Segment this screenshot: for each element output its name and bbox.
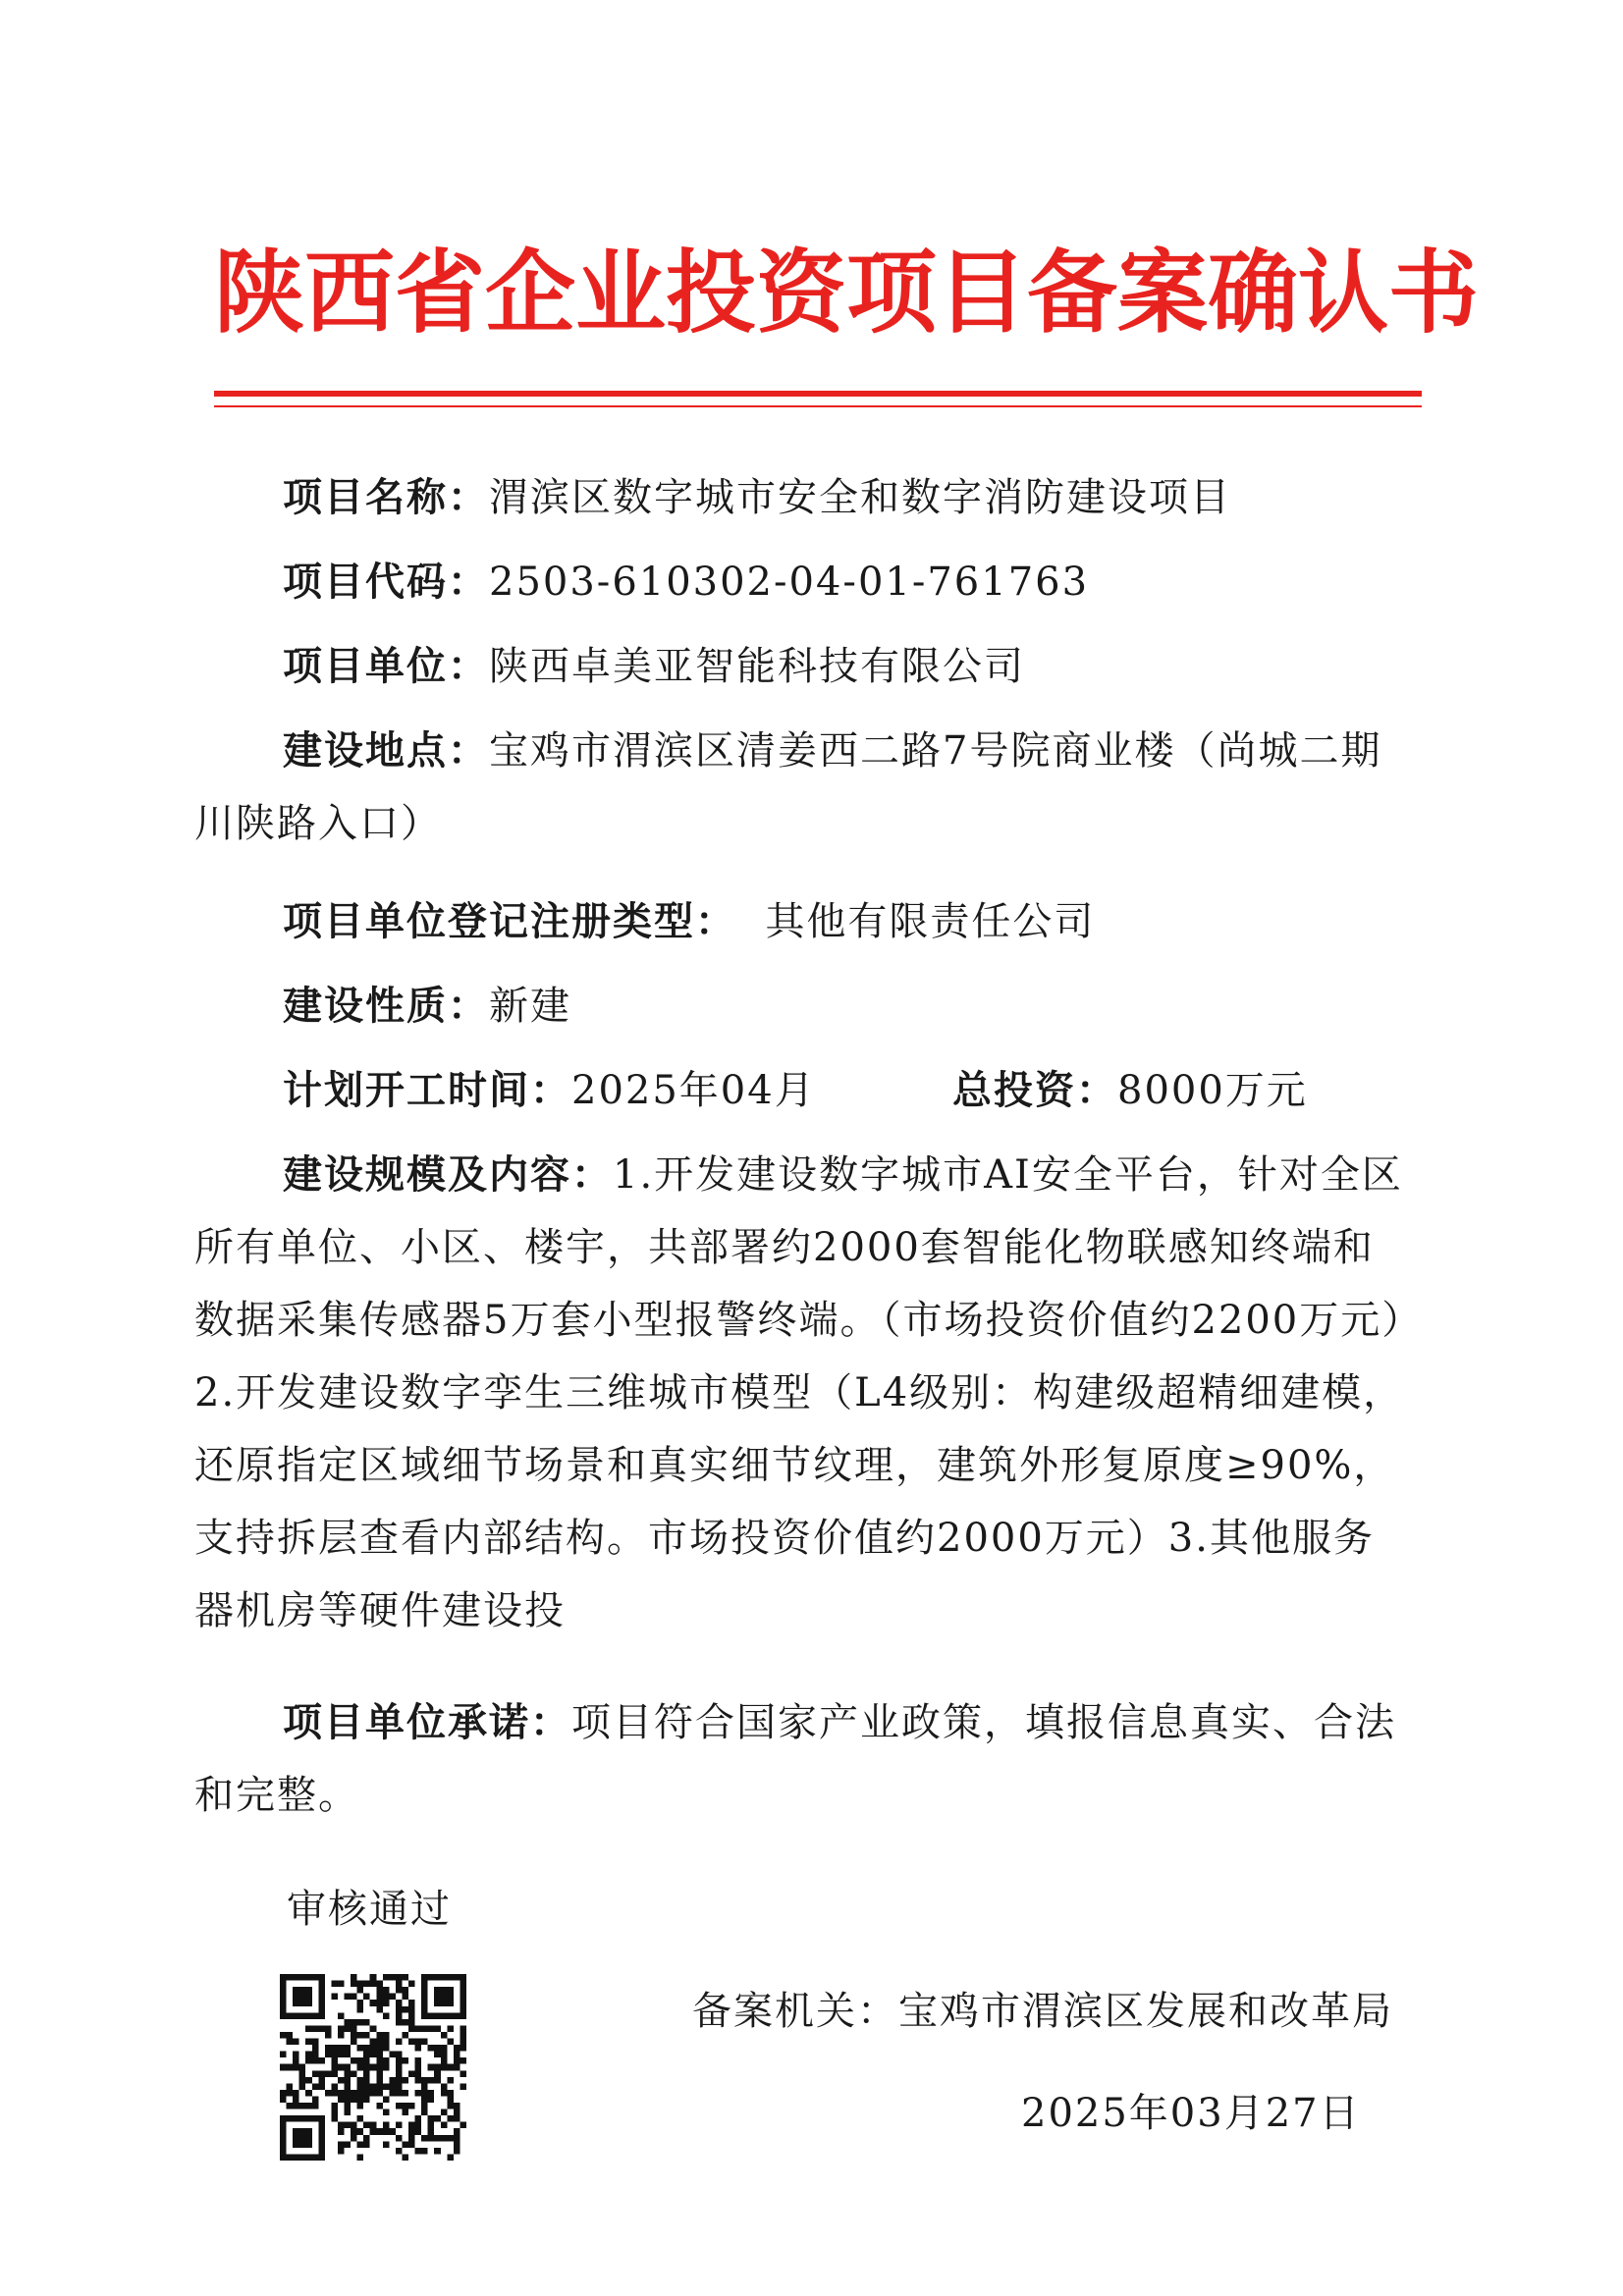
field-label: 项目名称：: [283, 475, 489, 520]
field-value: 2503-610302-04-01-761763: [489, 560, 1090, 605]
field-location: [194, 715, 1412, 860]
field-value: 渭滨区数字城市安全和数字消防建设项目: [489, 475, 1231, 520]
field-label: 总投资：: [952, 1068, 1117, 1113]
field-value: 1.开发建设数字城市AI安全平台，针对全区所有单位、小区、楼宇，共部署约2000套智能化物联感知终端和数据采集传感器5万套小型报警终端。（市场投资价值约2200万元）2.开发建设数字孪生三维城市模型（L4级别：构建级超精细建模，还原指定区域细节场景和真实细节纹理，建筑外形复原度≥90%，支持拆层查看内部结构。市场投资价值约2000万元）3.其他服务器机房等硬件建设投: [194, 1152, 1405, 1633]
field-value: 项目符合国家产业政策，填报信息真实、合法和完整。: [194, 1700, 1396, 1818]
qr-code: [280, 1974, 466, 2161]
field-value: 2025年04月: [571, 1068, 816, 1113]
field-value: 宝鸡市渭滨区清姜西二路7号院商业楼（尚城二期川陕路入口）: [194, 728, 1382, 846]
title-rule-thin: [214, 405, 1422, 407]
field-total-investment: [952, 1054, 1308, 1127]
field-label: 项目单位承诺：: [283, 1700, 571, 1745]
document-title: 陕西省企业投资项目备案确认书: [214, 240, 1480, 346]
filing-date: 2025年03月27日: [1021, 2091, 1361, 2136]
field-value: 新建: [489, 984, 571, 1029]
filing-authority: 备案机关：宝鸡市渭滨区发展和改革局: [692, 1989, 1393, 2034]
title-rule-thick: [214, 391, 1422, 397]
field-promise: [194, 1686, 1412, 1832]
field-label: 建设地点：: [283, 728, 489, 774]
field-value: 8000万元: [1117, 1068, 1308, 1113]
approval-status: 审核通过: [287, 1887, 452, 1932]
field-label: 项目代码：: [283, 560, 489, 605]
field-scale-content: [194, 1139, 1412, 1647]
field-project-code: [194, 546, 1412, 618]
field-start-time: [283, 1054, 816, 1127]
field-value: 其他有限责任公司: [765, 899, 1096, 944]
field-label: 项目单位登记注册类型：: [283, 899, 736, 944]
field-project-name: [194, 461, 1412, 534]
field-label: 建设性质：: [283, 984, 489, 1029]
field-value: 陕西卓美亚智能科技有限公司: [489, 644, 1025, 689]
field-registration-type: [194, 885, 1412, 958]
field-label: 建设规模及内容：: [283, 1152, 613, 1198]
field-label: 计划开工时间：: [283, 1068, 571, 1113]
field-nature: [194, 970, 1412, 1042]
field-project-unit: [194, 630, 1412, 703]
field-label: 项目单位：: [283, 644, 489, 689]
